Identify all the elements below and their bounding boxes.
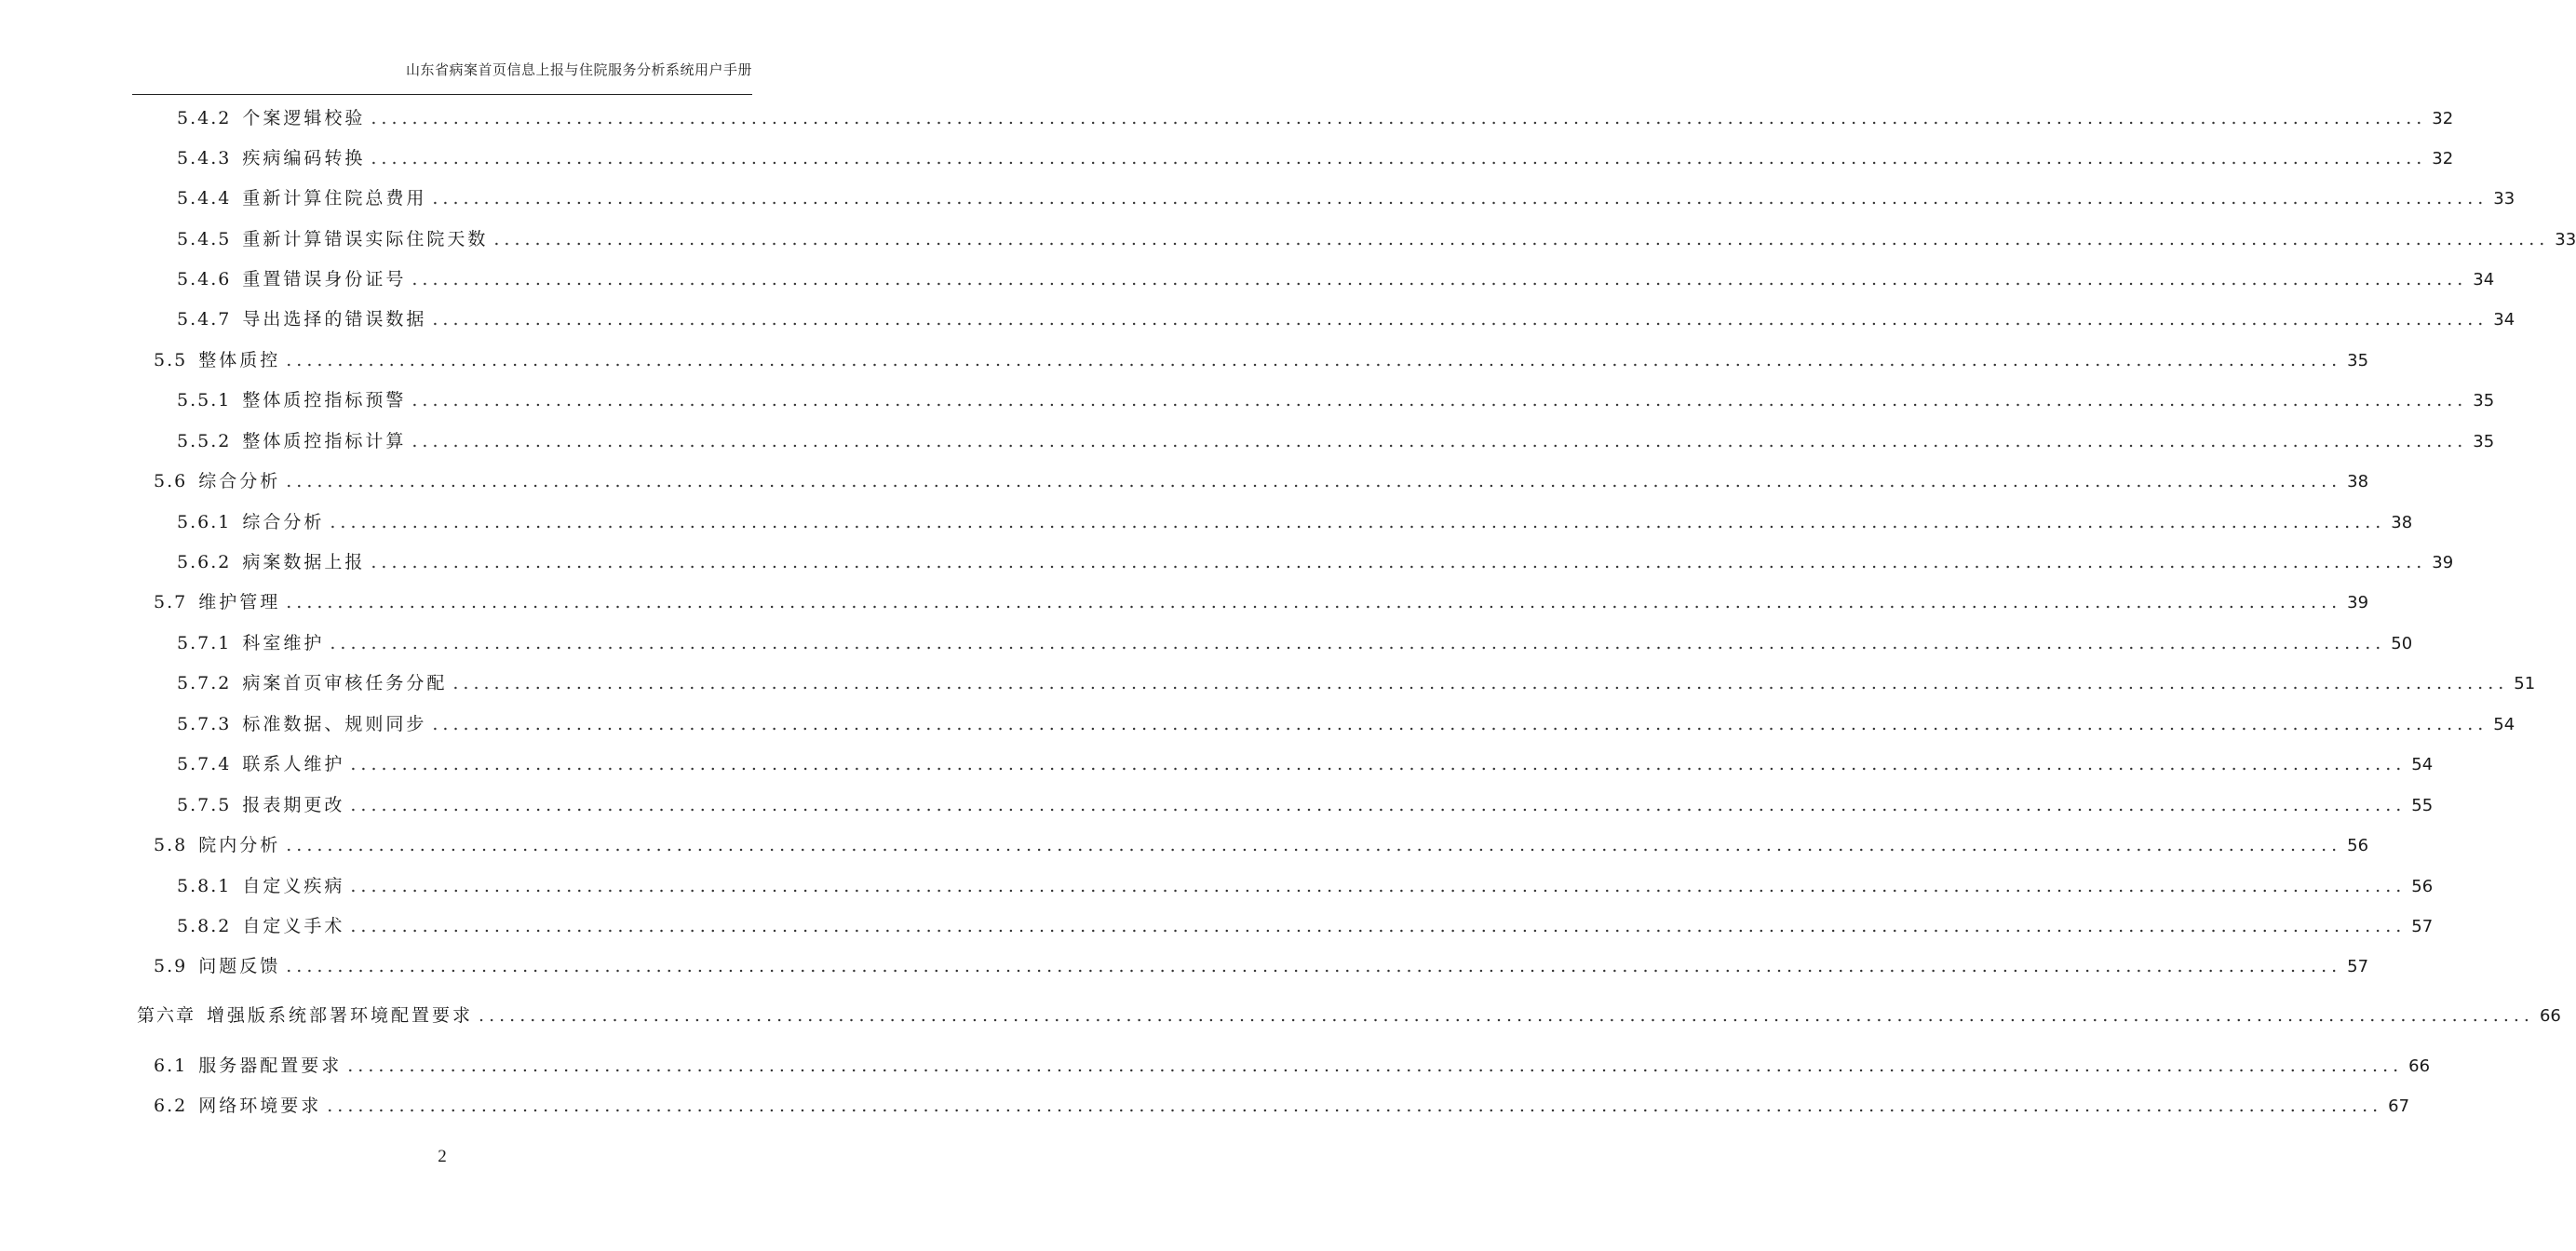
toc-entry-title: 网络环境要求 (198, 1096, 322, 1116)
toc-dot-leader: ........................................................................................................................................................................................................ (350, 876, 2407, 896)
toc-entry-number: 5.8 (154, 835, 188, 855)
toc-entry-label (177, 144, 365, 172)
toc-entry-number: 5.4.4 (177, 188, 232, 208)
toc-entry-title: 综合分析 (242, 512, 325, 532)
toc-dot-leader: ........................................................................................................................................................................................................ (330, 512, 2386, 532)
toc-entry-label (177, 225, 488, 253)
toc-entry-page: 54 (2493, 715, 2515, 734)
document-header: 山东省病案首页信息上报与住院服务分析系统用户手册 (405, 61, 752, 78)
toc-dot-leader: ........................................................................................................................................................................................................ (327, 1096, 2383, 1116)
toc-entry-label (177, 629, 324, 657)
toc-entry-title: 自定义手术 (242, 916, 345, 936)
toc-entry-title: 科室维护 (242, 633, 325, 653)
toc-entry[interactable] (177, 225, 2576, 253)
toc-entry-label (177, 265, 406, 293)
toc-entry-label (137, 1002, 473, 1029)
toc-entry-page: 54 (2411, 755, 2434, 774)
toc-entry-title: 导出选择的错误数据 (242, 309, 427, 330)
toc-entry[interactable] (154, 467, 2369, 495)
toc-entry-number: 5.4.5 (177, 229, 232, 249)
toc-entry-label (154, 1052, 342, 1080)
toc-dot-leader: ........................................................................................................................................................................................................ (371, 552, 2427, 572)
toc-entry-title: 联系人维护 (242, 754, 345, 774)
toc-entry-number: 5.7 (154, 592, 188, 612)
toc-entry-number: 5.4.2 (177, 108, 232, 128)
toc-entry-page: 66 (2539, 1006, 2561, 1026)
toc-entry-page: 56 (2411, 877, 2434, 896)
toc-entry-label (177, 710, 426, 738)
toc-entry[interactable] (154, 1092, 2410, 1120)
toc-entry[interactable] (177, 144, 2454, 172)
toc-entry-page: 35 (2473, 391, 2495, 410)
toc-dot-leader: ........................................................................................................................................................................................................ (432, 714, 2488, 734)
toc-entry-label (154, 831, 280, 859)
toc-entry-label (177, 872, 344, 900)
toc-entry[interactable] (177, 872, 2434, 900)
toc-entry-number: 5.5.1 (177, 390, 232, 410)
toc-dot-leader: ........................................................................................................................................................................................................ (479, 1005, 2534, 1026)
toc-entry-label (177, 386, 406, 414)
toc-dot-leader: ........................................................................................................................................................................................................ (330, 633, 2386, 653)
toc-dot-leader: ........................................................................................................................................................................................................ (286, 835, 2342, 855)
toc-entry-number: 5.9 (154, 956, 188, 976)
toc-entry-title: 院内分析 (198, 835, 281, 855)
toc-entry-page: 66 (2408, 1056, 2431, 1076)
toc-entry[interactable] (177, 912, 2434, 940)
toc-entry[interactable] (177, 791, 2434, 819)
toc-entry-title: 疾病编码转换 (242, 148, 366, 168)
toc-entry-title: 自定义疾病 (242, 876, 345, 896)
toc-entry-page: 56 (2347, 836, 2369, 855)
toc-dot-leader: ........................................................................................................................................................................................................ (350, 916, 2407, 936)
toc-entry-title: 报表期更改 (242, 795, 345, 815)
toc-entry-number: 5.4.7 (177, 309, 232, 330)
toc-entry-number: 5.6.1 (177, 512, 232, 532)
toc-entry[interactable] (137, 1002, 2561, 1029)
toc-entry[interactable] (177, 184, 2515, 212)
toc-entry-number: 5.7.4 (177, 754, 232, 774)
toc-entry-title: 问题反馈 (198, 956, 281, 976)
toc-entry-number: 5.5 (154, 350, 188, 370)
toc-dot-leader: ........................................................................................................................................................................................................ (411, 269, 2468, 289)
toc-entry-page: 33 (2493, 189, 2515, 208)
toc-entry-title: 整体质控指标预警 (242, 390, 407, 410)
toc-entry-label (177, 305, 426, 333)
toc-entry-page: 51 (2514, 674, 2536, 693)
toc-entry-title: 重置错误身份证号 (242, 269, 407, 289)
toc-dot-leader: ........................................................................................................................................................................................................ (411, 390, 2468, 410)
toc-entry-number: 5.7.5 (177, 795, 232, 815)
toc-entry-label (154, 588, 280, 616)
toc-entry-title: 维护管理 (198, 592, 281, 612)
toc-entry[interactable] (154, 346, 2369, 374)
toc-entry-number: 5.4.3 (177, 148, 232, 168)
toc-entry-page: 34 (2473, 270, 2495, 289)
toc-entry[interactable] (177, 305, 2515, 333)
toc-entry[interactable] (154, 952, 2369, 980)
toc-entry[interactable] (177, 265, 2495, 293)
toc-entry[interactable] (177, 386, 2495, 414)
toc-entry-title: 重新计算住院总费用 (242, 188, 427, 208)
toc-entry[interactable] (177, 508, 2413, 536)
toc-entry-title: 综合分析 (198, 471, 281, 491)
toc-dot-leader: ........................................................................................................................................................................................................ (350, 795, 2407, 815)
toc-dot-leader: ........................................................................................................................................................................................................ (286, 592, 2342, 612)
toc-entry-number: 5.7.3 (177, 714, 232, 734)
toc-entry-title: 个案逻辑校验 (242, 108, 366, 128)
toc-dot-leader: ........................................................................................................................................................................................................ (411, 431, 2468, 451)
toc-entry-label (177, 427, 406, 455)
toc-entry-label (154, 1092, 321, 1120)
toc-entry-number: 第六章 (137, 1005, 196, 1026)
toc-entry-page: 57 (2411, 917, 2434, 936)
toc-dot-leader: ........................................................................................................................................................................................................ (371, 108, 2427, 128)
toc-entry-page: 32 (2432, 149, 2454, 168)
toc-entry-page: 34 (2493, 310, 2515, 330)
toc-dot-leader: ........................................................................................................................................................................................................ (432, 309, 2488, 330)
toc-dot-leader: ........................................................................................................................................................................................................ (371, 148, 2427, 168)
toc-entry-title: 标准数据、规则同步 (242, 714, 427, 734)
toc-entry[interactable] (177, 104, 2454, 132)
header-rule (132, 94, 752, 95)
toc-entry-title: 服务器配置要求 (198, 1056, 343, 1076)
toc-entry-label (154, 952, 280, 980)
toc-entry-label (177, 508, 324, 536)
toc-dot-leader: ........................................................................................................................................................................................................ (350, 754, 2407, 774)
toc-entry-title: 整体质控指标计算 (242, 431, 407, 451)
toc-entry[interactable] (154, 831, 2369, 859)
toc-dot-leader: ........................................................................................................................................................................................................ (286, 471, 2342, 491)
toc-entry-page: 57 (2347, 957, 2369, 976)
toc-entry-page: 38 (2391, 513, 2413, 532)
toc-entry[interactable] (154, 588, 2369, 616)
toc-entry-title: 病案数据上报 (242, 552, 366, 572)
toc-entry-number: 5.7.1 (177, 633, 232, 653)
toc-entry-label (154, 346, 280, 374)
toc-entry-page: 39 (2347, 593, 2369, 612)
toc-entry-number: 6.1 (154, 1056, 188, 1076)
toc-entry-label (177, 104, 365, 132)
toc-entry-number: 5.8.2 (177, 916, 232, 936)
toc-entry-page: 35 (2473, 432, 2495, 451)
toc-entry-label (177, 669, 447, 697)
toc-entry[interactable] (177, 629, 2413, 657)
toc-entry-title: 重新计算错误实际住院天数 (242, 229, 489, 249)
toc-dot-leader: ........................................................................................................................................................................................................ (452, 673, 2509, 693)
toc-entry-number: 5.6.2 (177, 552, 232, 572)
toc-entry-page: 55 (2411, 796, 2434, 815)
toc-entry-page: 50 (2391, 634, 2413, 653)
toc-entry-title: 整体质控 (198, 350, 281, 370)
toc-entry-label (177, 750, 344, 778)
toc-dot-leader: ........................................................................................................................................................................................................ (493, 229, 2550, 249)
toc-entry-label (177, 548, 365, 576)
toc-entry-number: 5.7.2 (177, 673, 232, 693)
toc-entry-label (177, 791, 344, 819)
toc-entry[interactable] (177, 669, 2536, 697)
toc-entry-number: 5.6 (154, 471, 188, 491)
toc-entry-page: 39 (2432, 553, 2454, 572)
toc-entry-number: 5.8.1 (177, 876, 232, 896)
toc-entry-label (177, 184, 426, 212)
toc-dot-leader: ........................................................................................................................................................................................................ (286, 350, 2342, 370)
toc-entry[interactable] (177, 427, 2495, 455)
toc-entry-page: 33 (2555, 230, 2576, 249)
toc-entry-number: 6.2 (154, 1096, 188, 1116)
toc-entry-label (154, 467, 280, 495)
toc-entry[interactable] (177, 548, 2454, 576)
toc-entry-title: 病案首页审核任务分配 (242, 673, 448, 693)
toc-entry-number: 5.4.6 (177, 269, 232, 289)
toc-entry-page: 67 (2388, 1096, 2410, 1116)
toc-entry[interactable] (177, 750, 2434, 778)
toc-entry-page: 32 (2432, 109, 2454, 128)
toc-dot-leader: ........................................................................................................................................................................................................ (286, 956, 2342, 976)
toc-dot-leader: ........................................................................................................................................................................................................ (347, 1056, 2404, 1076)
toc-entry-title: 增强版系统部署环境配置要求 (207, 1005, 474, 1026)
toc-dot-leader: ........................................................................................................................................................................................................ (432, 188, 2488, 208)
toc-entry[interactable] (154, 1052, 2431, 1080)
toc-entry-label (177, 912, 344, 940)
toc-entry[interactable] (177, 710, 2515, 738)
toc-entry-page: 35 (2347, 351, 2369, 370)
page-number: 2 (438, 1147, 447, 1166)
toc-entry-page: 38 (2347, 472, 2369, 491)
toc-entry-number: 5.5.2 (177, 431, 232, 451)
